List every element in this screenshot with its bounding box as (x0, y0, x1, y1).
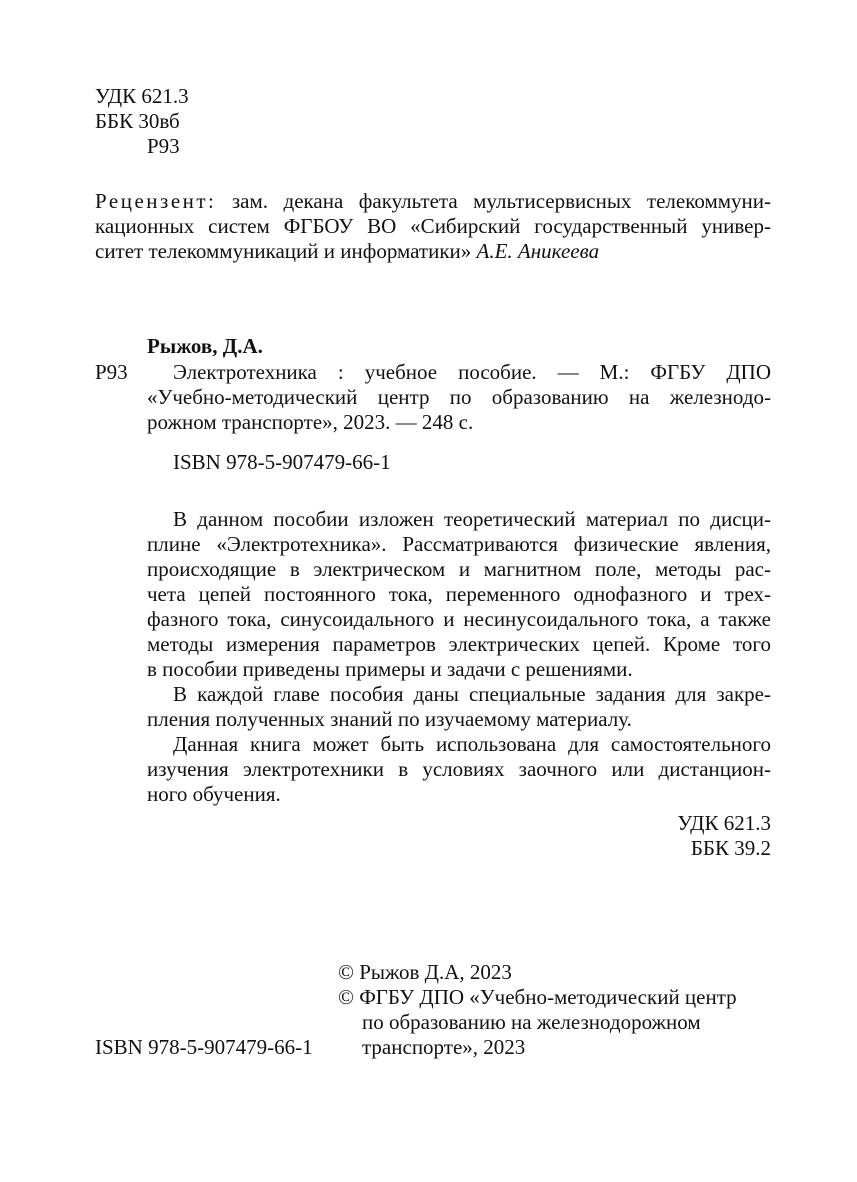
reviewer-line-3: ситет телекоммуникаций и информатики» А.Е. Аникеева (95, 239, 600, 263)
bib-isbn: ISBN 978-5-907479-66-1 (173, 450, 391, 474)
classification-block (560, 811, 771, 861)
bib-mark: Р93 (95, 360, 128, 384)
reviewer-block (95, 189, 771, 264)
copyright-author: © Рыжов Д.А, 2023 (338, 960, 512, 984)
copyright-block (338, 960, 737, 1060)
abstract-p1-line-5: фазного тока, синусоидального и несинусоидального тока, а также (147, 607, 771, 631)
udk-code: УДК 621.3 (95, 84, 189, 108)
abstract-p1-line-1: В данном пособии изложен теоретический материал по дисци- (173, 507, 771, 531)
classification-bbk: ББК 39.2 (690, 836, 771, 860)
footer-isbn: ISBN 978-5-907479-66-1 (95, 1035, 313, 1059)
copyright-publisher-line-3: транспорте», 2023 (362, 1035, 526, 1059)
reviewer-label: Рецензент: (95, 189, 217, 213)
udc-block (95, 84, 189, 159)
bib-line-3: рожном транспорте», 2023. — 248 с. (147, 410, 474, 434)
abstract-p1-line-3: происходящие в электрическом и магнитном поле, методы рас- (147, 557, 771, 581)
abstract-p1-line-4: чета цепей постоянного тока, переменного однофазного и трех- (147, 582, 771, 606)
author-mark: Р93 (147, 134, 180, 158)
copyright-publisher-line-1: © ФГБУ ДПО «Учебно-методический центр (338, 985, 737, 1009)
abstract (147, 507, 771, 807)
bib-description (147, 360, 771, 435)
reviewer-line-2: кационных систем ФГБОУ ВО «Сибирский государственный универ- (95, 214, 771, 238)
bib-line-1: Электротехника : учебное пособие. — М.: ФГБУ ДПО (173, 360, 771, 384)
bib-line-2: «Учебно-методический центр по образованию на железнодо- (147, 385, 771, 409)
classification-udk: УДК 621.3 (677, 811, 771, 835)
abstract-p2-line-2: пления полученных знаний по изучаемому материалу. (147, 707, 632, 731)
book-author: Рыжов, Д.А. (147, 334, 263, 358)
reviewer-name: А.Е. Аникеева (476, 239, 600, 263)
bbk-code: ББК 30вб (95, 109, 180, 133)
abstract-p1-line-6: методы измерения параметров электрических цепей. Кроме того (147, 632, 771, 656)
abstract-p3-line-2: изучения электротехники в условиях заочного или дистанцион- (147, 757, 771, 781)
abstract-p3-line-3: ного обучения. (147, 782, 281, 806)
reviewer-line-1: Рецензент: зам. декана факультета мультисервисных телекоммуни- (95, 189, 771, 213)
abstract-p2-line-1: В каждой главе пособия даны специальные задания для закре- (173, 682, 771, 706)
copyright-publisher-line-2: по образованию на железнодорожном (362, 1010, 701, 1034)
abstract-p1-line-2: плине «Электротехника». Рассматриваются физические явления, (147, 532, 771, 556)
abstract-p3-line-1: Данная книга может быть использована для самостоятельного (173, 732, 771, 756)
abstract-p1-line-7: в пособии приведены примеры и задачи с решениями. (147, 657, 633, 681)
